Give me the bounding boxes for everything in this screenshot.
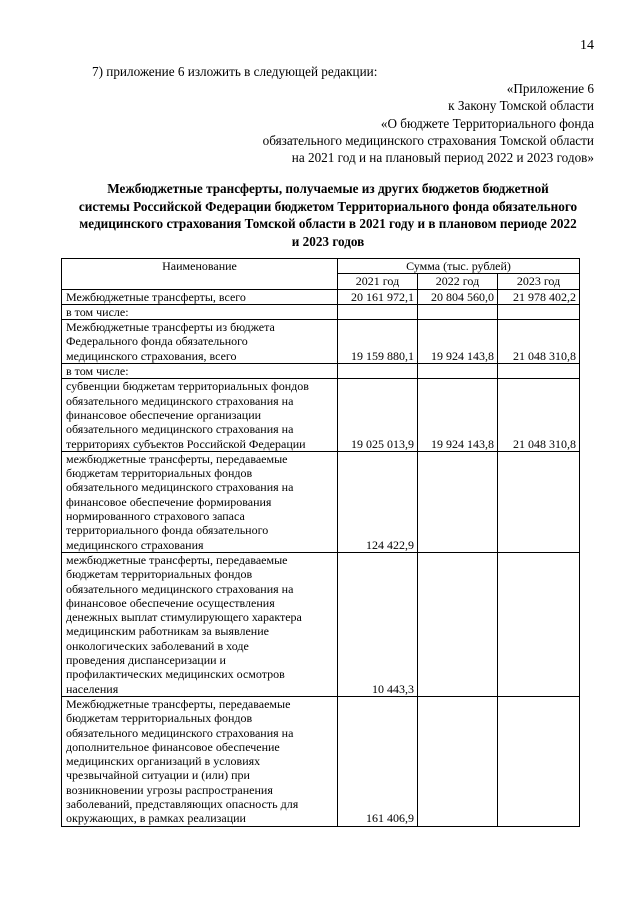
transfers-table [61,258,580,827]
row-name-line: бюджетам территориальных фондов [66,567,253,582]
table-row [62,379,580,451]
row-value-2023 [498,451,580,552]
table-row [62,451,580,552]
header-row [62,259,580,274]
row-name [62,552,338,696]
row-value-2023: 21 978 402,2 [498,289,580,304]
row-name [62,320,338,364]
header-sum: Сумма (тыс. рублей) [338,259,580,274]
header-year-2021: 2021 год [338,274,418,289]
row-name-line: территориального фонда обязательного [66,523,269,538]
row-name-line: заболеваний, представляющих опасность для [66,796,299,811]
row-name-line: финансовое обеспечение осуществления [66,595,275,610]
row-value-2022 [418,451,498,552]
row-name-line: населения [66,681,119,696]
header-year-2023: 2023 год [498,274,580,289]
appendix-header [263,80,594,166]
table-row [62,320,580,364]
row-name-line: медицинского страхования, всего [66,348,237,363]
row-name-line: медицинского страхования [66,537,204,552]
row-value-2022: 19 924 143,8 [418,379,498,451]
appendix-line: обязательного медицинского страхования Томской области [262,132,594,148]
header-year-2022: 2022 год [418,274,498,289]
row-value-2021: 161 406,9 [338,696,418,826]
row-name-line: обязательного медицинского страхования на [66,393,294,408]
intro-text: 7) приложение 6 изложить в следующей редакции: [92,64,378,79]
row-name-line: в том числе: [66,304,129,319]
row-value-2022 [418,304,498,319]
row-name [62,364,338,379]
row-value-2021: 10 443,3 [338,552,418,696]
row-name-line: субвенции бюджетам территориальных фондов [66,379,309,394]
row-value-2022 [418,696,498,826]
title-line: медицинского страхования Томской области в 2021 году и в плановом периоде 2022 [79,216,577,231]
table-row [62,364,580,379]
row-value-2022 [418,552,498,696]
row-value-2023 [498,696,580,826]
row-name [62,289,338,304]
appendix-line: «О бюджете Территориального фонда [380,115,594,131]
row-name [62,379,338,451]
row-value-2021: 19 025 013,9 [338,379,418,451]
row-value-2021: 20 161 972,1 [338,289,418,304]
row-name-line: в том числе: [66,364,129,379]
row-value-2021 [338,304,418,319]
row-name-line: Межбюджетные трансферты, передаваемые [66,696,291,711]
table-row [62,696,580,826]
table-row [62,552,580,696]
document-title [58,180,598,250]
appendix-line: «Приложение 6 [506,81,594,96]
row-name-line: межбюджетные трансферты, передаваемые [66,451,288,466]
row-name-line: обязательного медицинского страхования на [66,422,294,437]
row-value-2021: 124 422,9 [338,451,418,552]
row-name-line: окружающих, в рамках реализации [66,811,246,826]
row-name-line: финансовое обеспечение организации [66,407,262,422]
row-name-line: межбюджетные трансферты, передаваемые [66,552,288,567]
table-row [62,304,580,319]
row-name-line: обязательного медицинского страхования на [66,480,294,495]
row-name-line: бюджетам территориальных фондов [66,711,253,726]
row-value-2023: 21 048 310,8 [498,320,580,364]
row-name-line: медицинских организаций в условиях [66,754,261,769]
appendix-line: к Закону Томской области [448,98,594,114]
row-value-2023 [498,552,580,696]
row-name-line: онкологических заболеваний в ходе [66,638,249,653]
appendix-line: на 2021 год и на плановый период 2022 и 2023 годов» [291,150,594,166]
row-name-line: медицинским работникам за выявление [66,624,269,639]
row-name [62,696,338,826]
row-name-line: нормированного страхового запаса [66,509,245,524]
row-value-2022: 20 804 560,0 [418,289,498,304]
row-name-line: Федерального фонда обязательного [66,334,248,349]
row-name-line: обязательного медицинского страхования на [66,725,294,740]
row-value-2021 [338,364,418,379]
row-name-line: Межбюджетные трансферты, всего [66,289,246,304]
title-line: системы Российской Федерации бюджетом Территориального фонда обязательного [78,198,578,214]
row-name-line: профилактических медицинских осмотров [66,667,285,682]
row-name-line: проведения диспансеризации и [66,653,226,668]
row-name-line: денежных выплат стимулирующего характера [66,610,302,625]
table-row [62,289,580,304]
row-value-2021: 19 159 880,1 [338,320,418,364]
row-name [62,451,338,552]
row-name-line: финансовое обеспечение формирования [66,494,272,509]
row-value-2023 [498,364,580,379]
row-name [62,304,338,319]
title-line: Межбюджетные трансферты, получаемые из других бюджетов бюджетной [107,181,549,196]
row-name-line: бюджетам территориальных фондов [66,466,253,481]
row-name-line: чрезвычайной ситуации и (или) при [66,768,250,783]
row-value-2022 [418,364,498,379]
row-name-line: территориях субъектов Российской Федерации [66,436,306,451]
header-name: Наименование [62,259,338,290]
row-value-2023 [498,304,580,319]
row-name-line: возникновении угрозы распространения [66,782,273,797]
row-name-line: Межбюджетные трансферты из бюджета [66,320,275,335]
title-line: и 2023 годов [291,233,365,249]
row-name-line: обязательного медицинского страхования на [66,581,294,596]
row-value-2023: 21 048 310,8 [498,379,580,451]
page-number: 14 [580,38,594,53]
row-value-2022: 19 924 143,8 [418,320,498,364]
row-name-line: дополнительное финансовое обеспечение [66,739,280,754]
